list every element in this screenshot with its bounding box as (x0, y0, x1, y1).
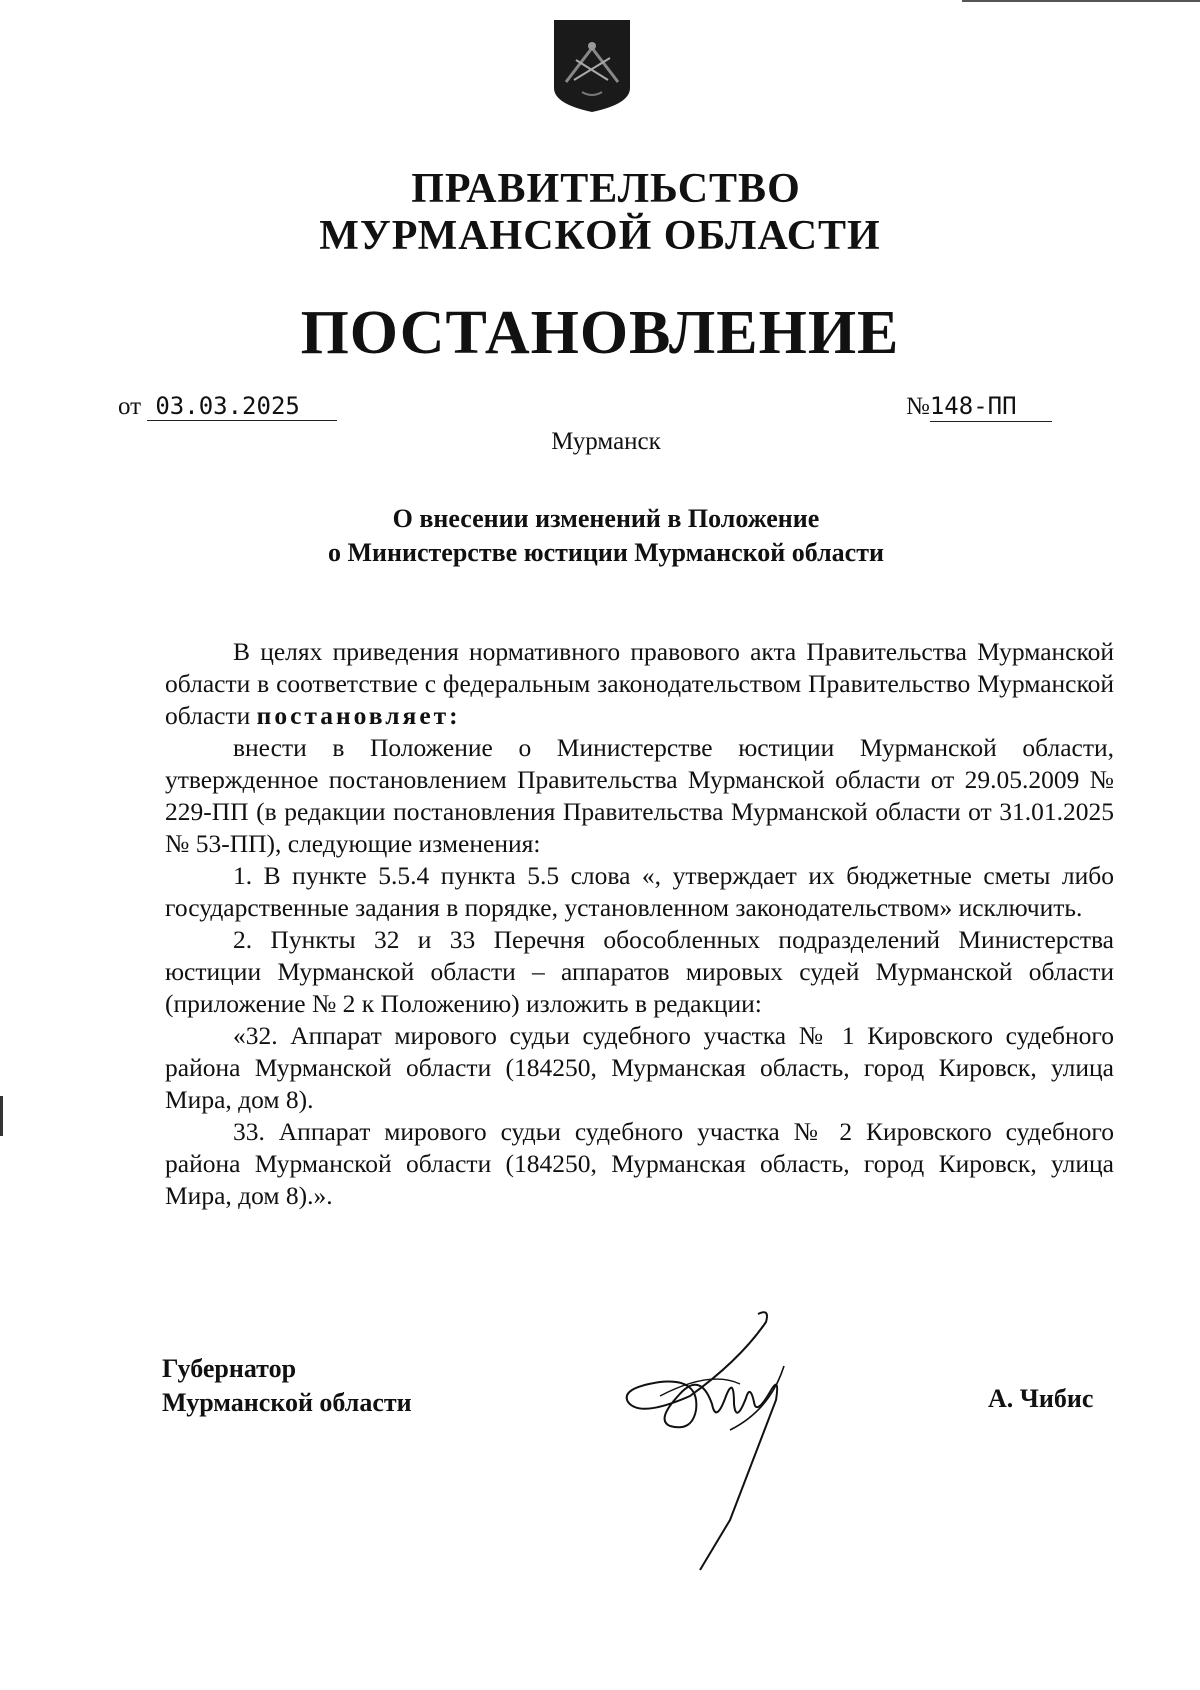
resolves-keyword: постановляет: (256, 701, 461, 730)
date-prefix: от (118, 393, 142, 420)
paragraph-item-2: 2. Пункты 32 и 33 Перечня обособленных подразделений Министерства юстиции Мурманской области – аппаратов мировых судей Мурманской области (приложение № 2 к Положению) изложить в редакции: (165, 925, 1114, 1018)
title-line2: о Министерстве юстиции Мурманской области (328, 538, 884, 567)
preamble-text: В целях приведения нормативного правового акта Правительства Мурманской области в соответствие с федеральным законодательством Правительство Мурманской области (165, 637, 1114, 730)
signatory-position (162, 1352, 412, 1420)
document-date (118, 392, 337, 421)
paragraph-item-32: «32. Аппарат мирового судьи судебного участка № 1 Кировского судебного района Мурманской области (184250, Мурманская область, город Кировск, улица Мира, дом 8). (165, 1021, 1114, 1114)
number-prefix: № (906, 393, 930, 420)
position-line1: Губернатор (162, 1354, 297, 1383)
number-value: 148-ПП (929, 392, 1017, 420)
org-name-line2: МУРМАНСКОЙ ОБЛАСТИ (319, 213, 881, 259)
city: Мурманск (551, 428, 661, 455)
paragraph-item-1: 1. В пункте 5.5.4 пункта 5.5 слова «, утверждает их бюджетные сметы либо государственные задания в порядке, установленном законодательством» исключить. (165, 861, 1114, 922)
position-line2: Мурманской области (162, 1388, 412, 1417)
paragraph-amend: внести в Положение о Министерстве юстиции Мурманской области, утвержденное постановлением Правительства Мурманской области от 29.05.2009 № 229-ПП (в редакции постановления Правительства Мурманской области от 31.01.2025 № 53-ПП), следующие изменения: (165, 733, 1114, 858)
coat-of-arms-icon (552, 18, 632, 114)
signatory-name: А. Чибис (988, 1384, 1094, 1413)
paragraph-item-33: 33. Аппарат мирового судьи судебного участка № 2 Кировского судебного района Мурманской области (184250, Мурманская область, город Кировск, улица Мира, дом 8).». (165, 1117, 1114, 1210)
date-value: 03.03.2025 (147, 392, 337, 421)
document-body (165, 636, 1114, 1212)
document-number (906, 392, 1052, 422)
document-type: ПОСТАНОВЛЕНИЕ (300, 299, 900, 367)
paragraph-preamble (165, 636, 1114, 732)
title-line1: О внесении изменений в Положение (392, 504, 820, 533)
top-edge-rule (962, 0, 1200, 2)
document-title (0, 502, 1200, 570)
scan-edge-mark (0, 1096, 3, 1136)
org-name-line1: ПРАВИТЕЛЬСТВО (411, 166, 801, 212)
handwritten-signature (620, 1300, 850, 1580)
